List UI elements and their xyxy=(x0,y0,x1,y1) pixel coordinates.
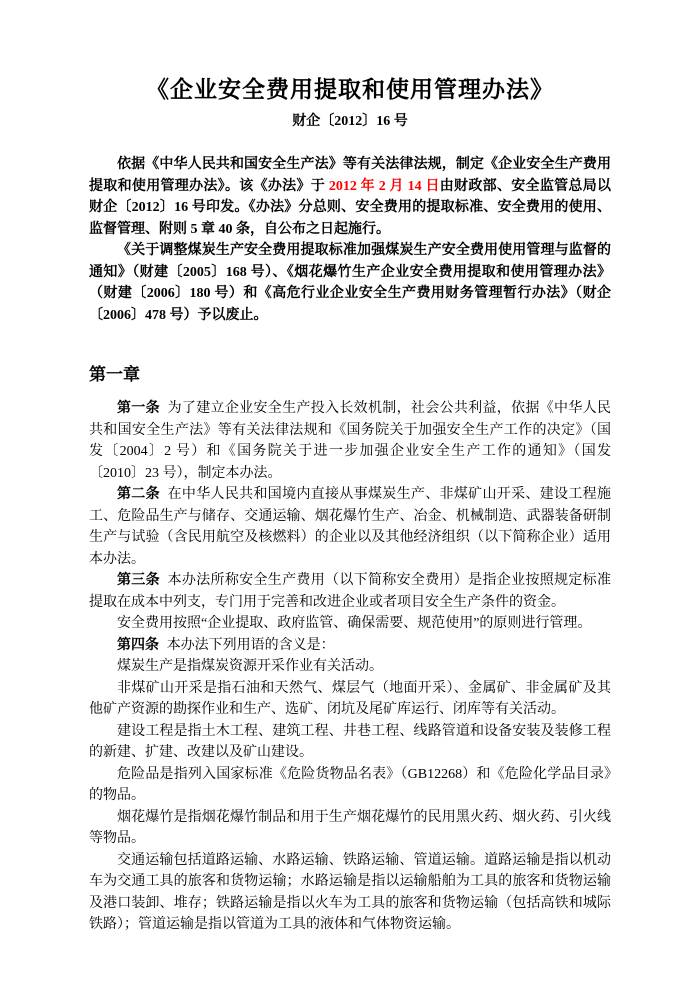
definition-fireworks: 烟花爆竹是指烟花爆竹制品和用于生产烟花爆竹的民用黑火药、烟火药、引火线等物品。 xyxy=(89,809,611,847)
document-number: 财企〔2012〕16 号 xyxy=(292,114,408,130)
document-title: 《企业安全费用提取和使用管理办法》 xyxy=(146,77,554,102)
definition-construction: 建设工程是指土木工程、建筑工程、井巷工程、线路管道和设备安装及装修工程的新建、扩建、改建以及矿山建设。 xyxy=(89,723,611,761)
article-1-text: 为了建立企业安全生产投入长效机制，社会公共利益，依据《中华人民共和国安全生产法》等有关法律法规和《国务院关于加强安全生产工作的决定》（国发〔2004〕2 号）和《国务院关于进一步加强企业安全生产工作的通知》（国发〔2010〕23 号），制定本办法。 xyxy=(89,401,611,481)
article-1 xyxy=(89,398,611,484)
article-2 xyxy=(89,484,611,570)
article-4-text: 本办法下列用语的含义是： xyxy=(166,637,335,653)
article-3 xyxy=(89,570,611,613)
chapter-1-heading: 第一章 xyxy=(89,365,140,385)
article-4 xyxy=(89,635,611,657)
definition-dangerous-goods: 危险品是指列入国家标准《危险货物品名表》（GB12268）和《危险化学品目录》的物品。 xyxy=(89,766,611,804)
intro-paragraph-2: 《关于调整煤炭生产安全费用提取标准加强煤炭生产安全费用使用管理与监督的通知》（财建〔2005〕168 号）、《烟花爆竹生产企业安全费用提取和使用管理办法》（财建〔2006〕180 号）和《高危行业企业安全生产费用财务管理暂行办法》（财企〔2006〕478 号）予以废止。 xyxy=(89,243,611,323)
intro-p1-rest: 由财政部、安全监管总局以财企〔2012〕16 号印发。《办法》分总则、安全费用的提取标准、安全费用的使用、监督管理、附则 5 章 40 条，自公布之日起施行。 xyxy=(89,178,612,237)
article-4-label: 第四条 xyxy=(117,637,159,653)
article-3-label: 第三条 xyxy=(117,573,160,589)
definition-non-coal-mining: 非煤矿山开采是指石油和天然气、煤层气（地面开采）、金属矿、非金属矿及其他矿产资源的勘探作业和生产、选矿、闭坑及尾矿库运行、闭库等有关活动。 xyxy=(89,680,611,718)
intro-p1-date: 2012 年 2 月 14 日 xyxy=(328,178,440,194)
definition-coal: 煤炭生产是指煤炭资源开采作业有关活动。 xyxy=(117,659,383,675)
definition-transportation: 交通运输包括道路运输、水路运输、铁路运输、管道运输。道路运输是指以机动车为交通工具的旅客和货物运输；水路运输是指以运输船舶为工具的旅客和货物运输及港口装卸、堆存；铁路运输是指以火车为工具的旅客和货物运输（包括高铁和城际铁路）；管道运输是指以管道为工具的液体和气体物资运输。 xyxy=(89,852,611,933)
intro-p1-lead: 依据《中华人民共和国安全生产法》等有关法律法规，制定《企业安全生产费用提取和使用管理办法》。该《办法》于 xyxy=(89,157,611,194)
article-3-extra: 安全费用按照“企业提取、政府监管、确保需要、规范使用”的原则进行管理。 xyxy=(117,616,592,632)
article-1-label: 第一条 xyxy=(117,401,160,417)
article-2-label: 第二条 xyxy=(117,487,160,503)
article-3-text: 本办法所称安全生产费用（以下简称安全费用）是指企业按照规定标准提取在成本中列支，专门用于完善和改进企业或者项目安全生产条件的资金。 xyxy=(89,573,611,610)
intro-paragraph-1 xyxy=(89,154,611,240)
article-2-text: 在中华人民共和国境内直接从事煤炭生产、非煤矿山开采、建设工程施工、危险品生产与储存、交通运输、烟花爆竹生产、冶金、机械制造、武器装备研制生产与试验（含民用航空及核燃料）的企业以及其他经济组织（以下简称企业）适用本办法。 xyxy=(89,487,611,567)
